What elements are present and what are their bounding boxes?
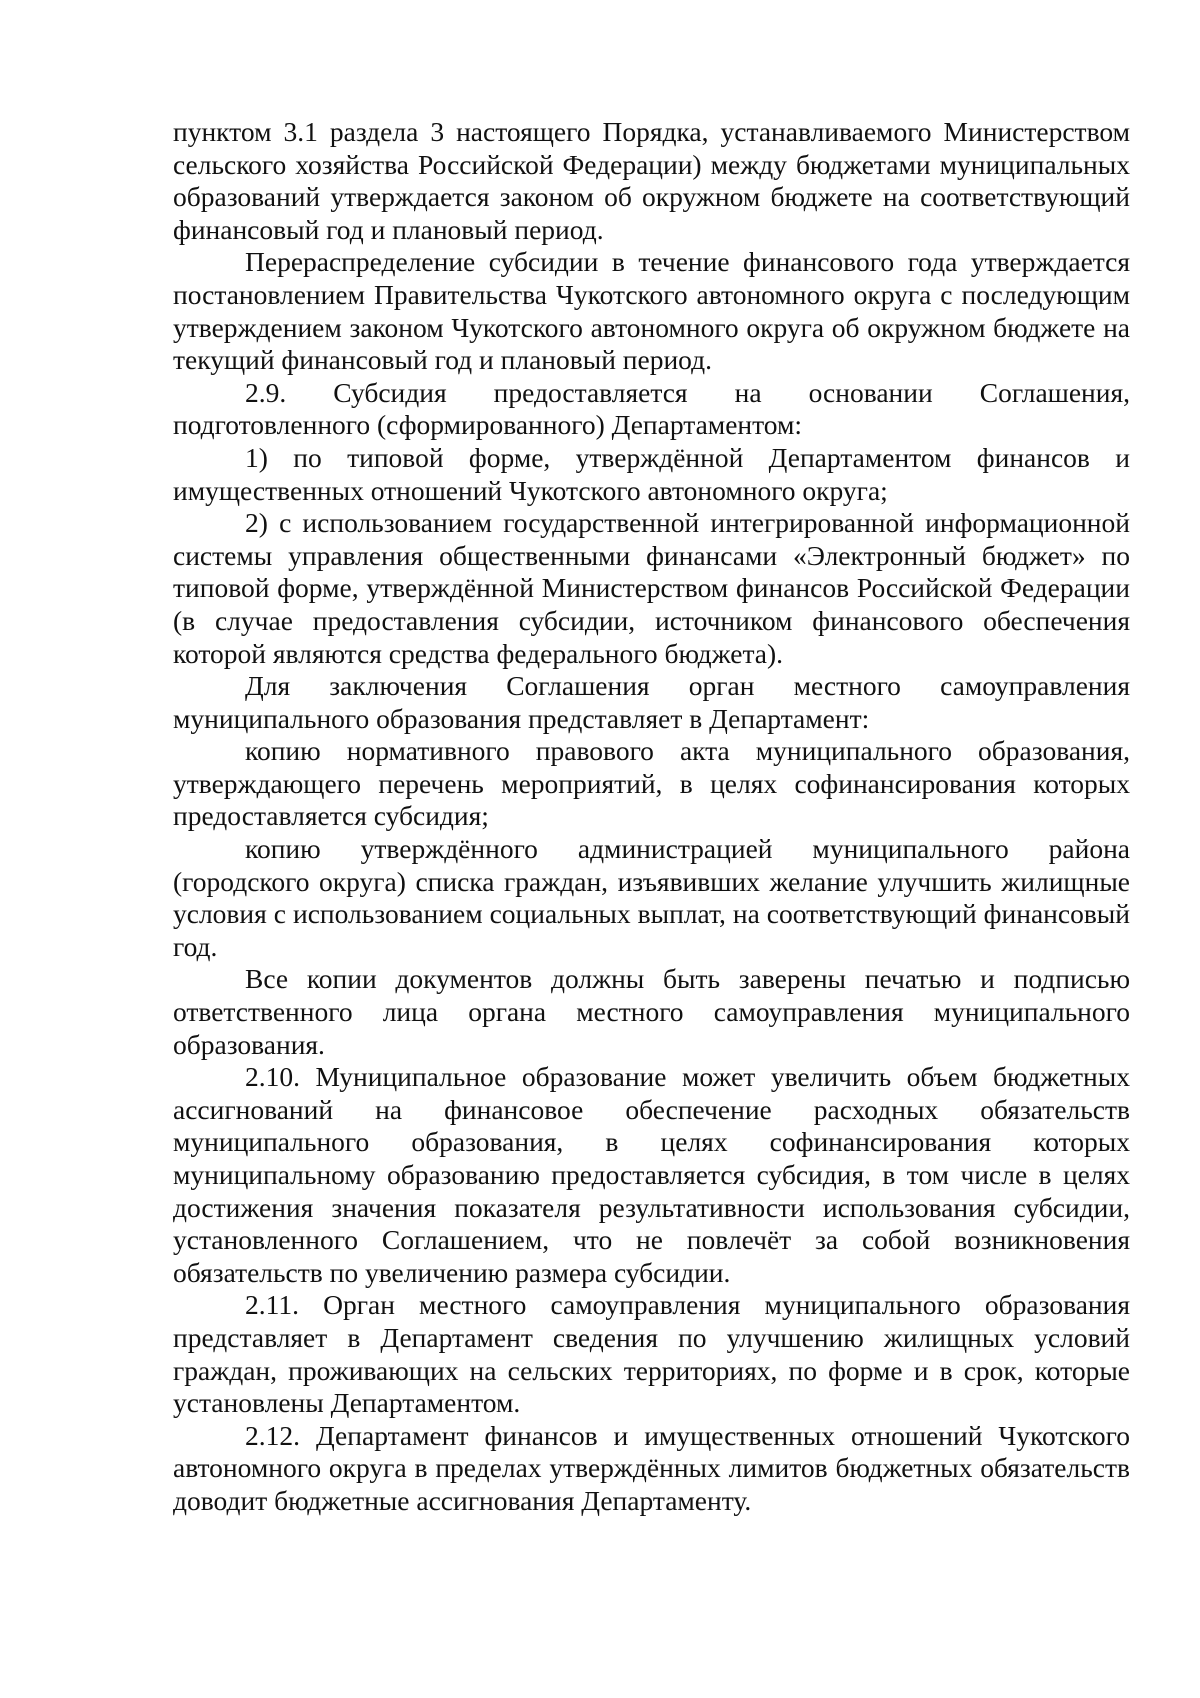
paragraph-2-9: 2.9. Субсидия предоставляется на основании Соглашения, подготовленного (сформированного) Департаментом:: [173, 376, 1130, 441]
paragraph-2-11: 2.11. Орган местного самоуправления муниципального образования представляет в Департамент сведения по улучшению жилищных условий граждан, проживающих на сельских территориях, по форме и в срок, которые установлены Департаментом.: [173, 1289, 1130, 1419]
paragraph-doc-citizens-list: копию утверждённого администрацией муниципального района (городского округа) списка граждан, изъявивших желание улучшить жилищные условия с использованием социальных выплат, на соответствующий финансовый год.: [173, 833, 1130, 962]
paragraph-2-10: 2.10. Муниципальное образование может увеличить объем бюджетных ассигнований на финансовое обеспечение расходных обязательств муниципального образования, в целях софинансирования которых муниципальному образованию предоставляется субсидия, в том числе в целях достижения значения показателя результативности использования субсидии, установленного Соглашением, что не повлечёт за собой возникновения обязательств по увеличению размера субсидии.: [173, 1061, 1130, 1288]
document-body: [173, 116, 1130, 1518]
paragraph-continuation: пунктом 3.1 раздела 3 настоящего Порядка, устанавливаемого Министерством сельского хозяйства Российской Федерации) между бюджетами муниципальных образований утверждается законом об окружном бюджете на соответствующий финансовый год и плановый период.: [173, 116, 1130, 245]
paragraph-copies-certified: Все копии документов должны быть заверены печатью и подписью ответственного лица органа местного самоуправления муниципального образования.: [173, 963, 1130, 1060]
paragraph-doc-normative-act: копию нормативного правового акта муниципального образования, утверждающего перечень мероприятий, в целях софинансирования которых предоставляется субсидия;: [173, 735, 1130, 832]
paragraph-agreement-docs: Для заключения Соглашения орган местного самоуправления муниципального образования представляет в Департамент:: [173, 670, 1130, 734]
paragraph-2-12: 2.12. Департамент финансов и имущественных отношений Чукотского автономного округа в пределах утверждённых лимитов бюджетных обязательств доводит бюджетные ассигнования Департаменту.: [173, 1419, 1130, 1516]
paragraph-2-9-item-2: 2) с использованием государственной интегрированной информационной системы управления общественными финансами «Электронный бюджет» по типовой форме, утверждённой Министерством финансов Российской Федерации (в случае предоставления субсидии, источником финансового обеспечения которой являются средства федерального бюджета).: [173, 507, 1130, 669]
paragraph-redistribution: Перераспределение субсидии в течение финансового года утверждается постановлением Правительства Чукотского автономного округа с последующим утверждением законом Чукотского автономного округа об окружном бюджете на текущий финансовый год и плановый период.: [173, 246, 1130, 376]
paragraph-2-9-item-1: 1) по типовой форме, утверждённой Департаментом финансов и имущественных отношений Чукотского автономного округа;: [173, 441, 1130, 506]
